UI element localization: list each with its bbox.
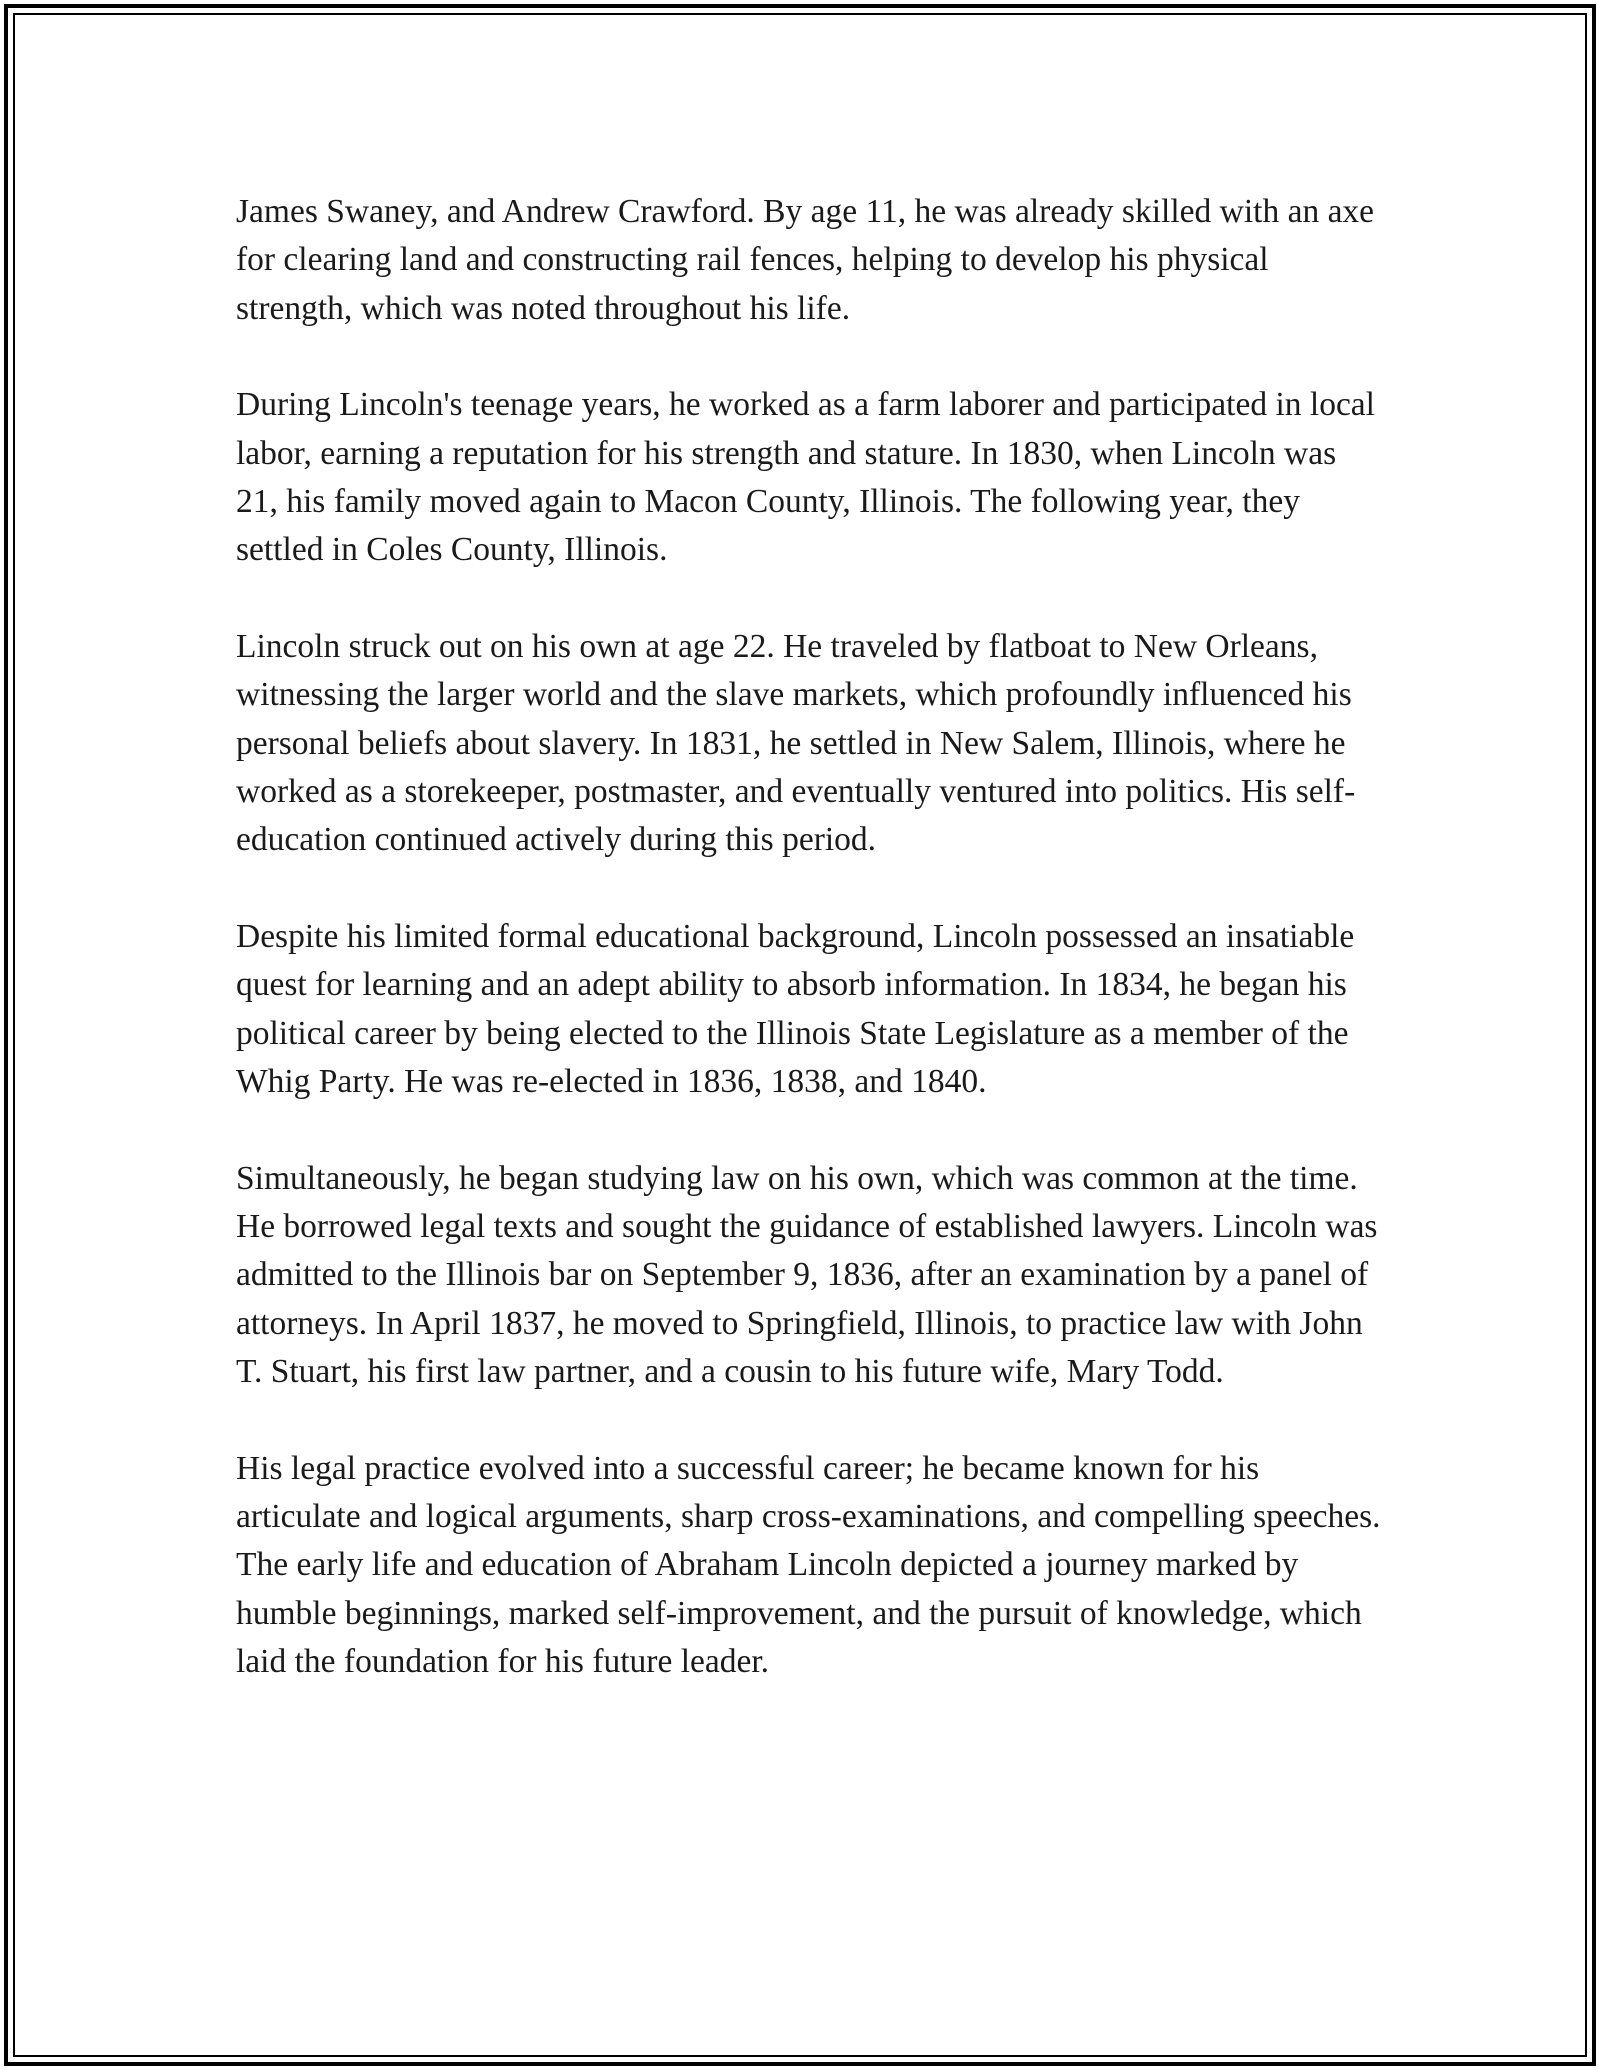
paragraph-teenage-years: During Lincoln's teenage years, he worked as a farm laborer and participated in local labor, earning a reputation for his strength and stature. In 1830, when Lincoln was 21, his family moved again to Macon County, Illinois. The following year, they settled in Coles County, Illinois.	[236, 386, 1375, 569]
paragraph-early-skills: James Swaney, and Andrew Crawford. By age 11, he was already skilled with an axe for clearing land and constructing rail fences, helping to develop his physical strength, which was noted throughout his life.	[236, 193, 1375, 327]
paragraph-political-career: Despite his limited formal educational background, Lincoln possessed an insatiable quest for learning and an adept ability to absorb information. In 1834, he began his political career by being elected to the Illinois State Legislature as a member of the Whig Party. He was re-elected in 1836, 1838, and 1840.	[236, 918, 1355, 1100]
paragraph-legal-practice: His legal practice evolved into a successful career; he became known for his articulate and logical arguments, sharp cross-examinations, and compelling speeches. The early life and education of Abraham Lincoln depicted a journey marked by humble beginnings, marked self-improvement, and the pursuit of knowledge, which laid the foundation for his future leader.	[236, 1449, 1381, 1680]
paragraph-new-salem: Lincoln struck out on his own at age 22. He traveled by flatboat to New Orleans, witnessing the larger world and the slave markets, which profoundly influenced his personal beliefs about slavery. In 1831, he settled in New Salem, Illinois, where he worked as a storekeeper, postmaster, and eventually ventured into politics. His self-education continued actively during this period.	[236, 628, 1356, 859]
document-body	[236, 188, 1386, 1735]
paragraph-law-studies: Simultaneously, he began studying law on his own, which was common at the time. He borrowed legal texts and sought the guidance of established lawyers. Lincoln was admitted to the Illinois bar on September 9, 1836, after an examination by a panel of attorneys. In April 1837, he moved to Springfield, Illinois, to practice law with John T. Stuart, his first law partner, and a cousin to his future wife, Mary Todd.	[236, 1159, 1378, 1390]
